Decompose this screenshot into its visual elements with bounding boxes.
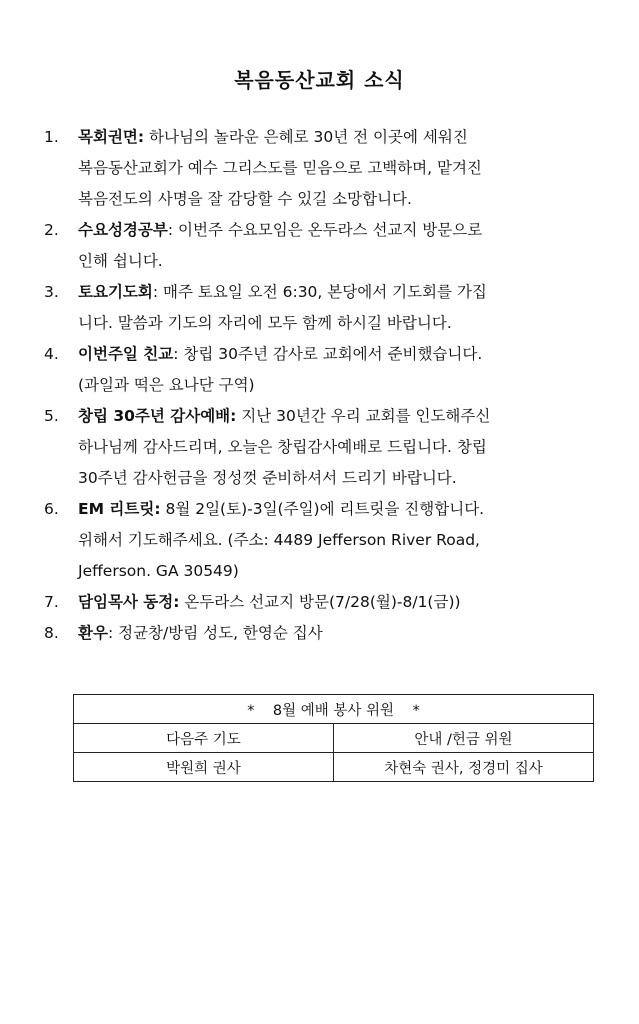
item-number: 4. — [44, 345, 59, 363]
item-line: 이번주일 친교: 창립 30주년 감사로 교회에서 준비했습니다. — [78, 345, 483, 363]
item-line: 창립 30주년 감사예배: 지난 30년간 우리 교회를 인도해주신 — [78, 407, 491, 425]
item-number: 1. — [44, 128, 59, 146]
item-number: 3. — [44, 283, 59, 301]
announcement-item — [44, 494, 596, 587]
item-label: 환우 — [78, 624, 108, 642]
item-label: 수요성경공부 — [78, 221, 168, 239]
item-line: 30주년 감사헌금을 정성껏 준비하셔서 드리기 바랍니다. — [78, 469, 457, 487]
table-title: * 8월 예배 봉사 위원 * — [74, 695, 594, 724]
table-cell: 박원희 권사 — [74, 753, 334, 782]
item-line: 복음동산교회가 예수 그리스도를 믿음으로 고백하며, 맡겨진 — [78, 159, 482, 177]
item-line: (과일과 떡은 요나단 구역) — [78, 376, 255, 394]
item-line: 하나님께 감사드리며, 오늘은 창립감사예배로 드립니다. 창립 — [78, 438, 487, 456]
item-line: EM 리트릿: 8월 2일(토)-3일(주일)에 리트릿을 진행합니다. — [78, 500, 485, 518]
item-number: 7. — [44, 593, 59, 611]
item-line: 목회권면: 하나님의 놀라운 은혜로 30년 전 이곳에 세워진 — [78, 128, 468, 146]
table-cell: 안내 /헌금 위원 — [334, 724, 594, 753]
announcement-list — [44, 122, 596, 649]
item-line: 인해 쉽니다. — [78, 252, 163, 270]
item-label: EM 리트릿: — [78, 500, 161, 518]
item-line: 복음전도의 사명을 잘 감당할 수 있길 소망합니다. — [78, 190, 412, 208]
item-label: 창립 30주년 감사예배: — [78, 407, 237, 425]
item-number: 5. — [44, 407, 59, 425]
item-number: 6. — [44, 500, 59, 518]
item-line: 환우: 정균창/방림 성도, 한영순 집사 — [78, 624, 323, 642]
item-line: 수요성경공부: 이번주 수요모임은 온두라스 선교지 방문으로 — [78, 221, 483, 239]
item-line: 위해서 기도해주세요. (주소: 4489 Jefferson River Road, — [78, 531, 480, 549]
page-title: 복음동산교회 소식 — [234, 68, 405, 92]
item-line: 토요기도회: 매주 토요일 오전 6:30, 본당에서 기도회를 가집 — [78, 283, 487, 301]
item-line: 담임목사 동정: 온두라스 선교지 방문(7/28(월)-8/1(금)) — [78, 593, 461, 611]
item-line: 니다. 말씀과 기도의 자리에 모두 함께 하시길 바랍니다. — [78, 314, 452, 332]
announcement-item — [44, 215, 596, 277]
item-label: 담임목사 동정: — [78, 593, 180, 611]
announcement-item — [44, 618, 596, 649]
item-number: 8. — [44, 624, 59, 642]
item-label: 목회권면: — [78, 128, 145, 146]
announcement-item — [44, 587, 596, 618]
item-number: 2. — [44, 221, 59, 239]
table-row — [74, 724, 594, 753]
item-label: 토요기도회 — [78, 283, 153, 301]
table-cell: 다음주 기도 — [74, 724, 334, 753]
item-label: 이번주일 친교 — [78, 345, 174, 363]
announcement-item — [44, 122, 596, 215]
announcement-item — [44, 339, 596, 401]
announcement-item — [44, 401, 596, 494]
table-header-row — [74, 695, 594, 724]
table-row — [74, 753, 594, 782]
service-duty-table — [73, 694, 594, 782]
table-cell: 차현숙 권사, 정경미 집사 — [334, 753, 594, 782]
item-line: Jefferson. GA 30549) — [78, 562, 239, 580]
announcement-item — [44, 277, 596, 339]
